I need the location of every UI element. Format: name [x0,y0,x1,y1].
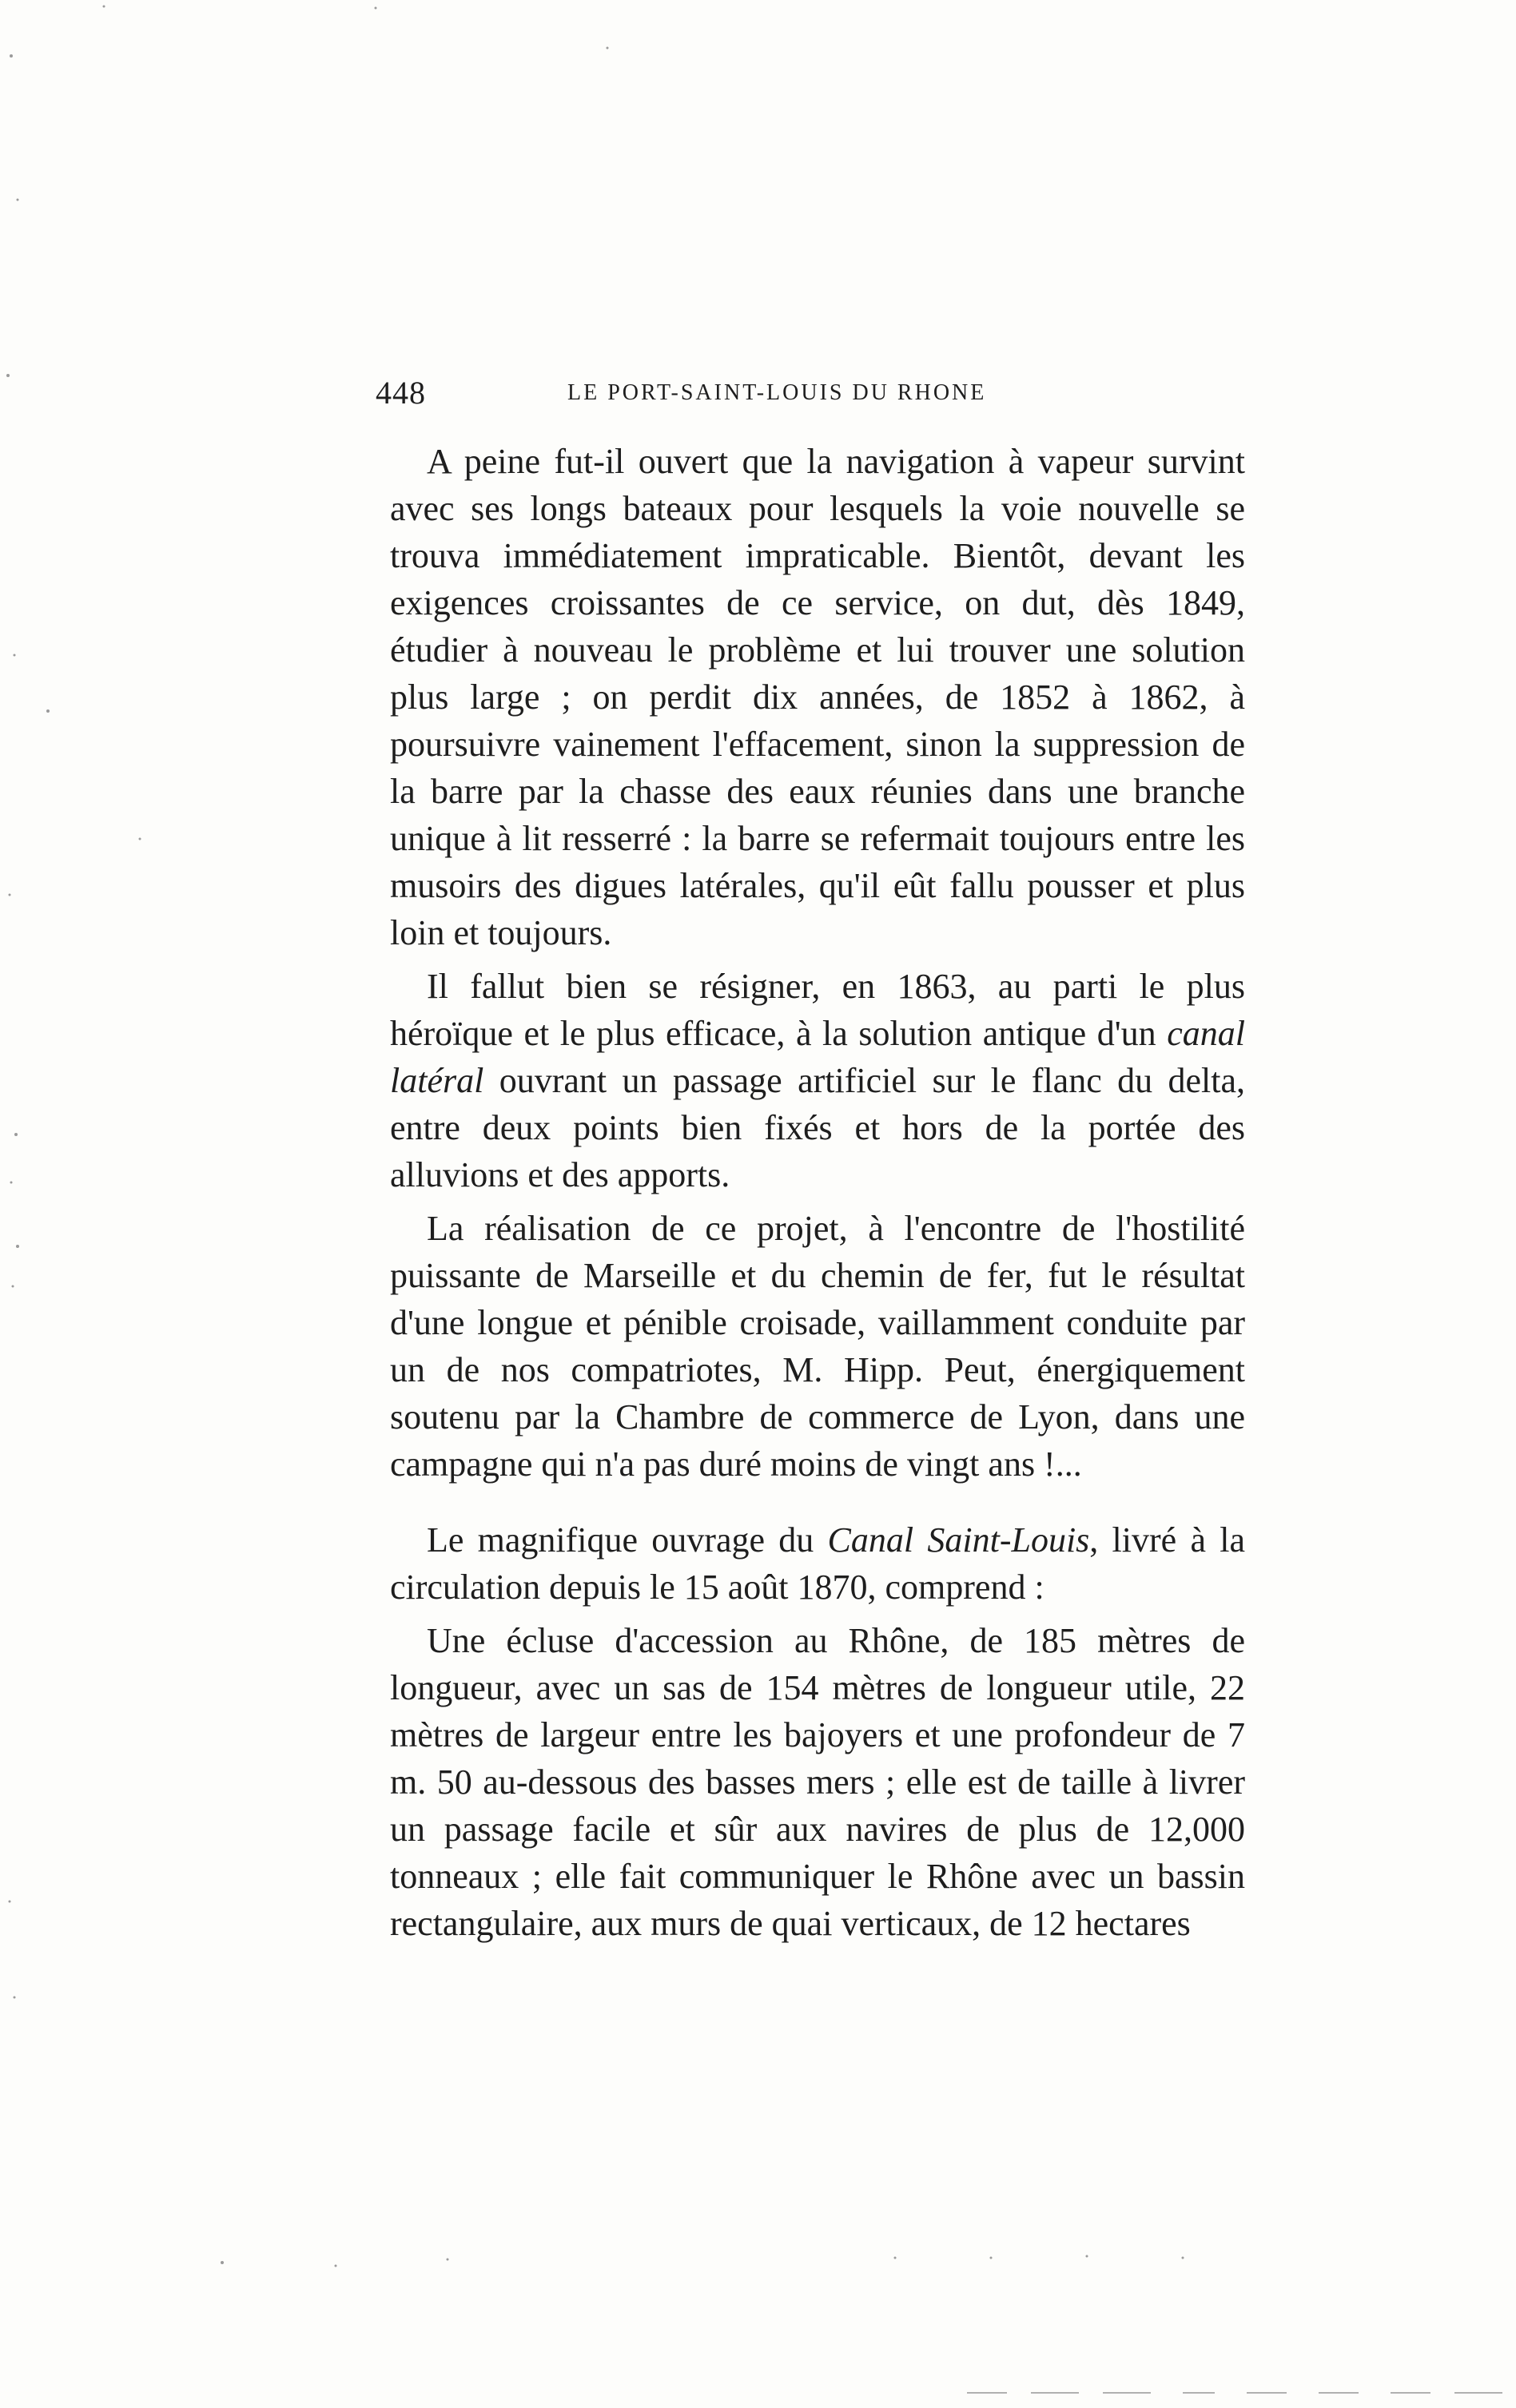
speck [894,2257,897,2259]
speck [46,709,50,713]
speck [14,654,16,657]
speck [1086,2255,1088,2258]
speck [9,1901,11,1903]
section-break [390,1488,1245,1516]
italic-term: Canal Saint-Louis [827,1520,1090,1560]
speck [1182,2257,1184,2259]
text-segment: Il fallut bien se résigner, en 1863, au parti le plus héroïque et le plus efficace, à la solution antique d'un [390,967,1245,1053]
text-segment: Le magnifique ouvrage du [427,1520,828,1560]
speck [17,199,19,201]
running-title: LE PORT-SAINT-LOUIS DU RHONE [567,380,987,405]
speck [221,2261,224,2264]
paragraph [390,438,1245,956]
speck [12,1285,14,1288]
speck [10,54,13,58]
speck [139,838,141,840]
speck [10,1182,13,1184]
paragraph-spacer [390,956,1245,963]
body-text [390,438,1245,1947]
speck [16,1245,19,1248]
italic-term: canal latéral [390,1014,1245,1100]
paragraph-spacer [390,1611,1245,1617]
speck [6,374,10,377]
speck [990,2257,993,2259]
page-number: 448 [376,375,426,411]
speck [14,1997,16,1999]
text-segment: Une écluse d'accession au Rhône, de 185 mètres de longueur, avec un sas de 154 mètres de longueur utile, 22 mètres de largeur entre les bajoyers et une profondeur de 7 m. 50 au-dessous des basses mers ; elle est de taille à livrer un passage facile et sûr aux navires de plus de 12,000 tonneaux ; elle fait communiquer le Rhône avec un bassin rectangulaire, aux murs de quai verticaux, de 12 hectares [390,1621,1245,1943]
page-header [376,374,1039,422]
paragraph [390,1617,1245,1947]
text-segment: La réalisation de ce projet, à l'encontre de l'hostilité puissante de Marseille et du chemin de fer, fut le résultat d'une longue et pénible croisade, vaillamment conduite par un de nos compatriotes, M. Hipp. Peut, énergiquement soutenu par la Chambre de commerce de Lyon, dans une campagne qui n'a pas duré moins de vingt ans !... [390,1209,1245,1484]
paragraph [390,1205,1245,1488]
speck [607,47,609,50]
text-segment: ouvrant un passage artificiel sur le flanc du delta, entre deux points bien fixés et hors de la portée des alluvions et des apports. [390,1061,1245,1194]
speck [103,6,105,8]
text-segment: A peine fut-il ouvert que la navigation à vapeur survint avec ses longs bateaux pour lesquels la voie nouvelle se trouva immédiatement impraticable. Bientôt, devant les exigences croissantes de ce service, on dut, dès 1849, étudier à nouveau le problème et lui trouver une solution plus large ; on perdit dix années, de 1852 à 1862, à poursuivre vainement l'effacement, sinon la suppression de la barre par la chasse des eaux réunies dans une branche unique à lit resserré : la barre se refermait toujours entre les musoirs des digues latérales, qu'il eût fallu pousser et plus loin et toujours. [390,442,1245,952]
speck [375,7,377,10]
speck [9,894,11,896]
paragraph [390,963,1245,1198]
speck [14,1133,18,1136]
paragraph-spacer [390,1198,1245,1205]
text-segment: , livré à la circulation depuis le 15 août 1870, comprend : [390,1520,1245,1607]
speck [447,2259,449,2261]
speck [335,2265,337,2267]
paragraph [390,1516,1245,1611]
